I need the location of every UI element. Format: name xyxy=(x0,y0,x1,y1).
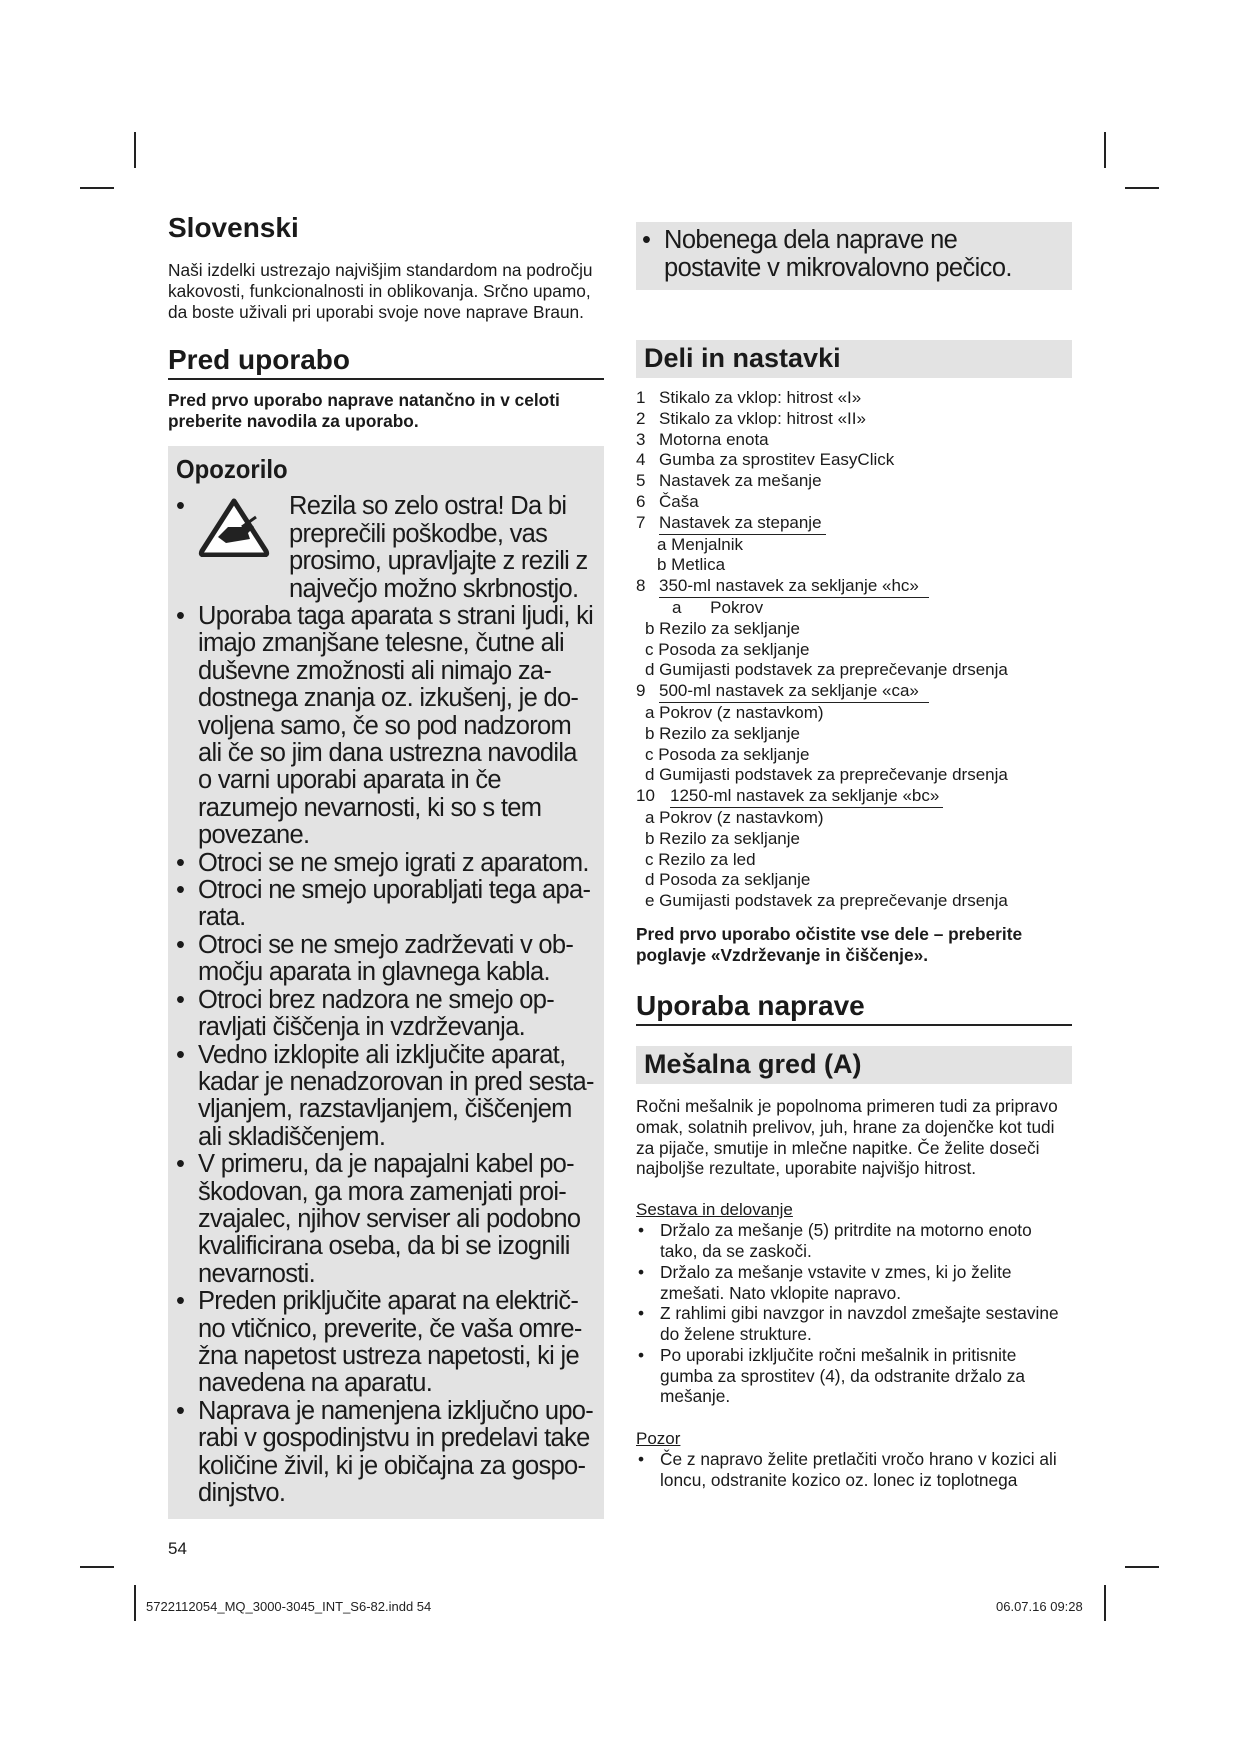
part-number: 2 xyxy=(636,408,646,428)
usage-heading: Uporaba naprave xyxy=(636,990,1072,1026)
crop-mark xyxy=(134,1585,136,1621)
caution-item-text: Če z napravo želite pretlačiti vročo hrano v kozici ali loncu, odstranite kozico oz. lonec iz toplotnega xyxy=(660,1449,1057,1491)
part-subitem: a Pokrov (z nastavkom) xyxy=(645,807,824,827)
warning-item-text: Uporaba taga aparata s strani ljudi, ki imajo zmanjšane telesne, čutne ali duševne zmožnosti ali nimajo za-dostnega znanja oz. izkušenj, je do-voljena samo, če so pod nadzorom ali če so jim dana ustrezna navodila o varni uporabi aparata in če razumejo nevarnosti, ki so s tem povezane. xyxy=(198,602,594,850)
part-number: 10 xyxy=(636,786,655,806)
bullet: • xyxy=(638,1303,645,1324)
bullet: • xyxy=(638,1220,645,1241)
part-item xyxy=(636,681,1072,703)
bullet: • xyxy=(638,1449,645,1470)
part-subitem: b Rezilo za sekljanje xyxy=(645,828,800,848)
bullet: • xyxy=(176,1396,185,1425)
assembly-item-text: Po uporabi izključite ročni mešalnik in pritisnite gumba za sprostitev (4), da odstranite držalo za mešanje. xyxy=(660,1344,1026,1407)
assembly-item-text: Držalo za mešanje (5) pritrdite na motorno enoto tako, da se zaskoči. xyxy=(660,1220,1032,1261)
warning-item-text: Otroci se ne smejo igrati z aparatom. xyxy=(198,848,589,877)
assembly-item xyxy=(636,1262,1072,1304)
part-number: 4 xyxy=(636,450,646,470)
bullet: • xyxy=(176,1287,185,1316)
right-column xyxy=(636,222,1072,1491)
crop-mark xyxy=(80,1566,114,1568)
part-item xyxy=(636,430,1072,451)
part-subitem: d Posoda za sekljanje xyxy=(645,870,811,890)
warning-item xyxy=(176,1288,596,1398)
part-subitem: e Gumijasti podstavek za preprečevanje drsenja xyxy=(645,891,1008,911)
part-subitem: b Metlica xyxy=(657,555,726,575)
part-number: 7 xyxy=(636,512,646,532)
part-subitem: a Pokrov (z nastavkom) xyxy=(645,702,824,722)
part-label: 350-ml nastavek za sekljanje «hc» xyxy=(659,576,929,598)
warning-item-text: Otroci brez nadzora ne smejo op-ravljati čiščenja in vzdrževanja. xyxy=(198,985,555,1042)
assembly-item-text: Z rahlimi gibi navzgor in navzdol zmešajte sestavine do želene strukture. xyxy=(660,1303,1059,1345)
warning-item-text: V primeru, da je napajalni kabel po-škodovan, ga mora zamenjati proi-zvajalec, njihov serviser ali podobno kvalificirana oseba, da bi se izognili nevarnosti. xyxy=(198,1150,581,1288)
part-label: Nastavek za mešanje xyxy=(659,471,822,491)
warning-item xyxy=(176,932,596,987)
part-label: Nastavek za stepanje xyxy=(659,513,826,535)
part-label: 500-ml nastavek za sekljanje «ca» xyxy=(659,681,929,703)
blender-heading: Mešalna gred (A) xyxy=(636,1046,1072,1084)
blender-intro: Ročni mešalnik je popolnoma primeren tudi za pripravo omak, solatnih prelivov, juh, hrane za dojenčke kot tudi za pijače, smutije in mlečne napitke. Če želite doseči najboljše rezultate, uporabite najvišjo hitrost. xyxy=(636,1095,1058,1179)
part-subitem: a Menjalnik xyxy=(657,534,743,554)
part-item xyxy=(636,450,1072,471)
part-number: 5 xyxy=(636,471,646,491)
language-title: Slovenski xyxy=(168,212,299,243)
bullet: • xyxy=(642,226,651,254)
caution-heading: Pozor xyxy=(636,1429,681,1449)
bullet: • xyxy=(176,1150,185,1179)
bullet: • xyxy=(176,602,185,631)
part-subitem: c Posoda za sekljanje xyxy=(645,639,810,659)
bullet: • xyxy=(176,1040,185,1069)
assembly-item xyxy=(636,1220,1072,1262)
warning-item-text: Preden priključite aparat na električ-no vtičnico, preverite, če vaša omre-žna napetost ustreza napetosti, ki je navedena na aparatu. xyxy=(198,1287,582,1398)
part-number: 3 xyxy=(636,429,646,449)
warning-item xyxy=(176,1042,596,1152)
assembly-item xyxy=(636,1345,1072,1407)
part-item xyxy=(636,388,1072,409)
page-number: 54 xyxy=(168,1539,187,1559)
warning-first-item xyxy=(176,493,596,603)
bullet: • xyxy=(176,492,185,521)
assembly-heading: Sestava in delovanje xyxy=(636,1200,793,1220)
part-label: Čaša xyxy=(659,491,699,511)
part-subitem: b Rezilo za sekljanje xyxy=(645,723,800,743)
sharp-blade-warning-icon xyxy=(198,493,289,603)
crop-mark xyxy=(134,132,136,168)
part-item xyxy=(636,471,1072,492)
cleaning-note: Pred prvo uporabo očistite vse dele – preberite poglavje «Vzdrževanje in čiščenje». xyxy=(636,923,1023,965)
warning-item xyxy=(176,877,596,932)
caution-item xyxy=(636,1449,1072,1491)
footer-date: 06.07.16 09:28 xyxy=(996,1599,1083,1614)
before-use-heading: Pred uporabo xyxy=(168,344,604,380)
part-subitem: c Rezilo za led xyxy=(645,849,756,869)
microwave-warning xyxy=(636,222,1072,290)
warning-box xyxy=(168,446,604,1519)
parts-list xyxy=(636,388,1072,912)
bullet: • xyxy=(176,876,185,905)
parts-heading: Deli in nastavki xyxy=(636,340,1072,378)
bullet: • xyxy=(638,1344,645,1365)
left-column xyxy=(168,212,604,1559)
part-label: Gumba za sprostitev EasyClick xyxy=(659,450,895,470)
warning-item xyxy=(176,850,596,877)
bullet: • xyxy=(176,848,185,877)
intro-text: Naši izdelki ustrezajo najvišjim standardom na področju kakovosti, funkcionalnosti in oblikovanja. Srčno upamo, da boste uživali pri uporabi svoje nove naprave Braun. xyxy=(168,260,593,322)
warning-item xyxy=(176,603,596,850)
warning-item-text: Naprava je namenjena izključno upo-rabi v gospodinjstvu in predelavi take količine živil, ki je običajna za gospo-dinjstvo. xyxy=(198,1396,594,1508)
part-label: Stikalo za vklop: hitrost «I» xyxy=(659,388,862,407)
assembly-item xyxy=(636,1303,1072,1345)
part-label: Motorna enota xyxy=(659,429,769,449)
bullet: • xyxy=(176,930,185,959)
part-item xyxy=(636,786,1072,808)
footer-file-info: 5722112054_MQ_3000-3045_INT_S6-82.indd 54 xyxy=(146,1599,432,1614)
part-item xyxy=(636,513,1072,535)
part-item xyxy=(636,492,1072,513)
part-subitem: a Pokrov xyxy=(672,597,764,617)
warning-item-text: Rezila so zelo ostra! Da bi preprečili poškodbe, vas prosimo, upravljajte z rezili z največjo možno skrbnostjo. xyxy=(289,492,588,603)
warning-heading: Opozorilo xyxy=(176,454,288,485)
assembly-item-text: Držalo za mešanje vstavite v zmes, ki jo želite zmešati. Nato vklopite napravo. xyxy=(660,1261,1012,1303)
part-subitem: c Posoda za sekljanje xyxy=(645,744,810,764)
before-use-text: Pred prvo uporabo naprave natančno in v celoti preberite navodila za uporabo. xyxy=(168,390,560,432)
warning-item xyxy=(176,1398,596,1508)
part-label: 1250-ml nastavek za sekljanje «bc» xyxy=(670,786,943,808)
bullet: • xyxy=(638,1261,645,1282)
crop-mark xyxy=(80,187,114,189)
warning-item xyxy=(176,987,596,1042)
part-subitem: d Gumijasti podstavek za preprečevanje drsenja xyxy=(645,765,1008,785)
microwave-warning-text: Nobenega dela naprave ne postavite v mikrovalovno pečico. xyxy=(664,226,1012,282)
crop-mark xyxy=(1104,1585,1106,1621)
part-item xyxy=(636,409,1072,430)
crop-mark xyxy=(1125,187,1159,189)
part-item xyxy=(636,576,1072,598)
part-subitem: b Rezilo za sekljanje xyxy=(645,618,800,638)
part-number: 6 xyxy=(636,491,646,511)
part-number: 1 xyxy=(636,388,646,407)
bullet: • xyxy=(176,985,185,1014)
warning-item-text: Vedno izklopite ali izključite aparat, kadar je nenadzorovan in pred sesta-vljanjem, razstavljanjem, čiščenjem ali skladiščenjem. xyxy=(198,1040,594,1151)
crop-mark xyxy=(1125,1566,1159,1568)
warning-item-text: Otroci ne smejo uporabljati tega apa-rata. xyxy=(198,876,591,932)
crop-mark xyxy=(1104,132,1106,168)
part-number: 9 xyxy=(636,681,646,701)
part-subitem: d Gumijasti podstavek za preprečevanje drsenja xyxy=(645,660,1008,680)
warning-item-text: Otroci se ne smejo zadrževati v ob-močju aparata in glavnega kabla. xyxy=(198,930,574,987)
part-number: 8 xyxy=(636,576,646,596)
part-label: Stikalo za vklop: hitrost «II» xyxy=(659,408,866,428)
warning-item xyxy=(176,1151,596,1288)
